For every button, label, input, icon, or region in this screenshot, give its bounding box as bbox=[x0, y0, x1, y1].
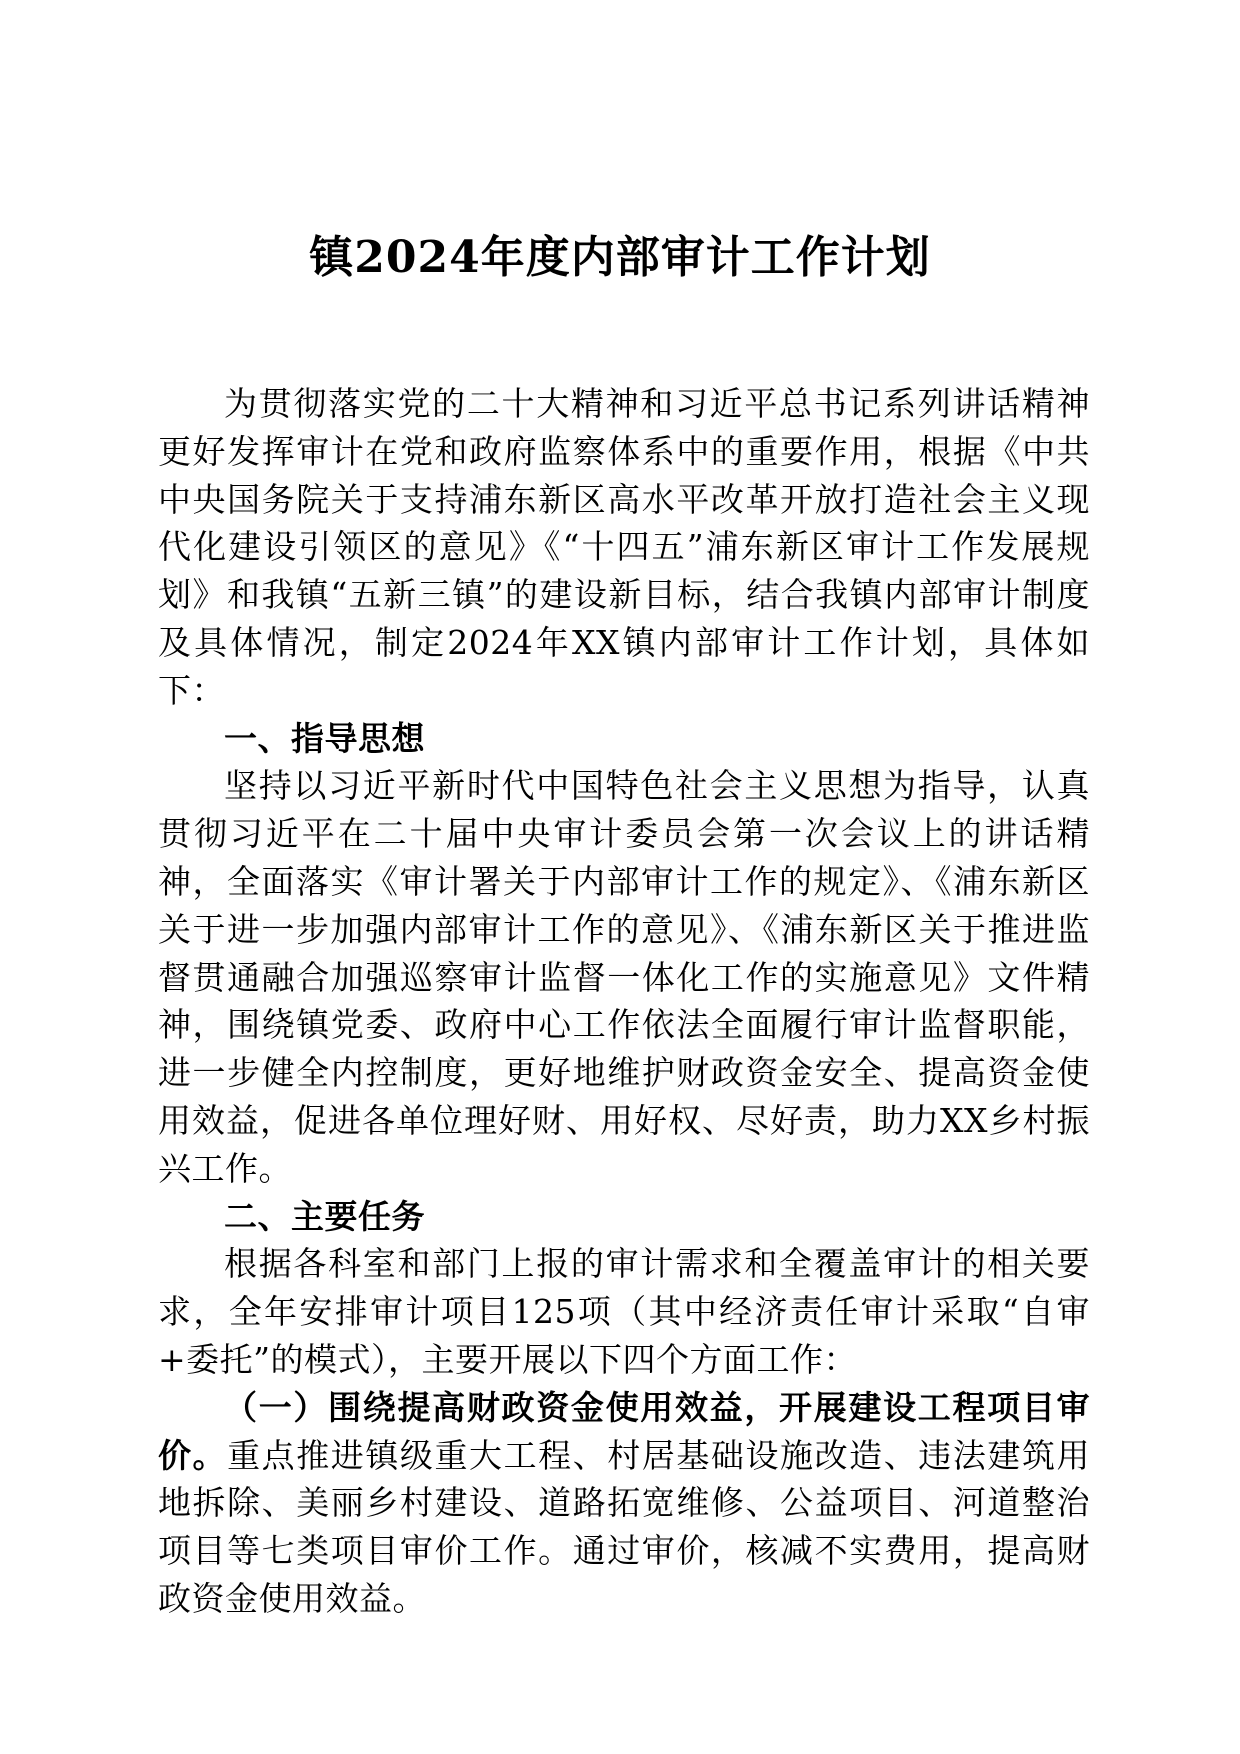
main-tasks-paragraph: 根据各科室和部门上报的审计需求和全覆盖审计的相关要求，全年安排审计项目125项（其中经济责任审计采取“自审+委托”的模式），主要开展以下四个方面工作： bbox=[158, 1244, 1090, 1379]
section-heading-main-tasks: 二、主要任务 bbox=[224, 1196, 425, 1236]
document-title: 镇2024年度内部审计工作计划 bbox=[309, 232, 931, 283]
guiding-thought-paragraph: 坚持以习近平新时代中国特色社会主义思想为指导，认真贯彻习近平在二十届中央审计委员会第一次会议上的讲话精神，全面落实《审计署关于内部审计工作的规定》、《浦东新区关于进一步加强内部审计工作的意见》、《浦东新区关于推进监督贯通融合加强巡察审计监督一体化工作的实施意见》文件精神，围绕镇党委、政府中心工作依法全面履行审计监督职能，进一步健全内控制度，更好地维护财政资金安全、提高资金使用效益，促进各单位理好财、用好权、尽好责，助力XX乡村振兴工作。 bbox=[158, 766, 1090, 1188]
task-item-1-lead: （一）围绕提高财政资金使用效益，开展建设工程项目审价。 bbox=[158, 1387, 1090, 1475]
document-body bbox=[158, 380, 1090, 1623]
task-item-1-paragraph bbox=[158, 1384, 1090, 1623]
section-heading-guiding-thought: 一、指导思想 bbox=[224, 718, 425, 758]
task-item-1-text: 重点推进镇级重大工程、村居基础设施改造、违法建筑用地拆除、美丽乡村建设、道路拓宽维修、公益项目、河道整治项目等七类项目审价工作。通过审价，核减不实费用，提高财政资金使用效益。 bbox=[158, 1435, 1091, 1618]
intro-paragraph: 为贯彻落实党的二十大精神和习近平总书记系列讲话精神更好发挥审计在党和政府监察体系中的重要作用，根据《中共中央国务院关于支持浦东新区高水平改革开放打造社会主义现代化建设引领区的意见》《“十四五”浦东新区审计工作发展规划》和我镇“五新三镇”的建设新目标，结合我镇内部审计制度及具体情况，制定2024年XX镇内部审计工作计划，具体如下： bbox=[158, 384, 1090, 710]
